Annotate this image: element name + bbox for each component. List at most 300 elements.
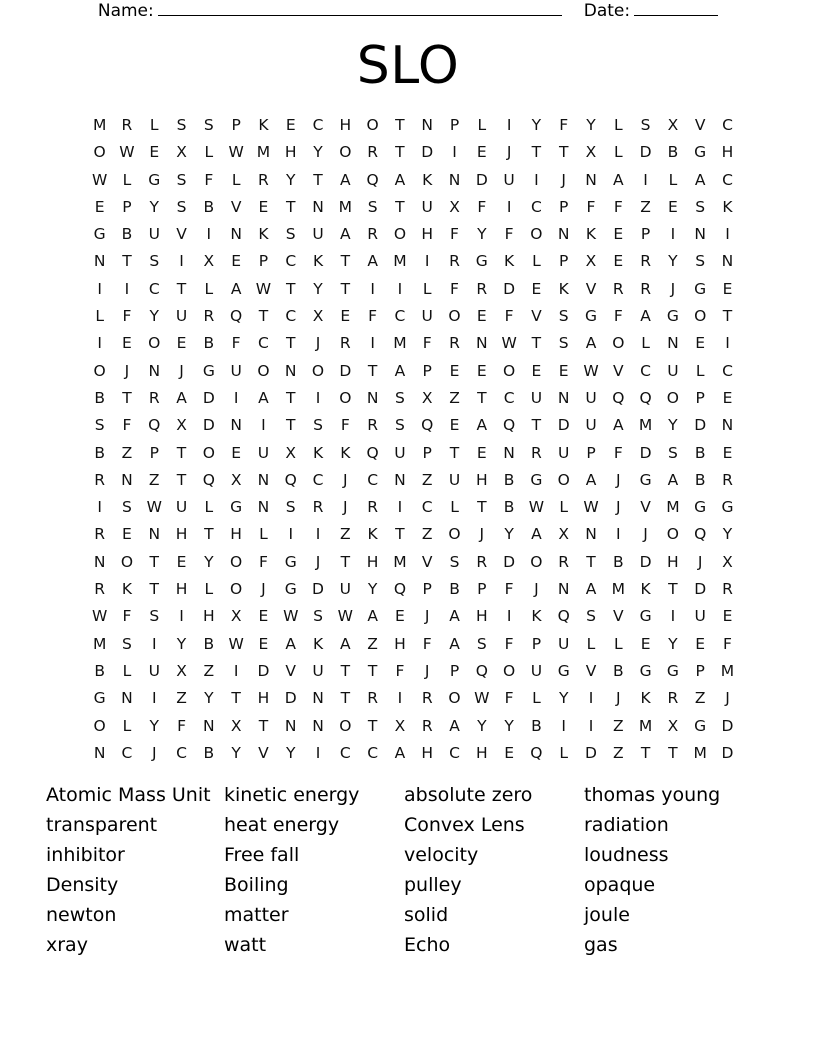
grid-cell[interactable]: O: [230, 580, 243, 599]
grid-cell[interactable]: A: [230, 279, 242, 298]
grid-cell[interactable]: E: [558, 361, 569, 380]
grid-cell[interactable]: E: [449, 361, 460, 380]
grid-cell[interactable]: D: [694, 580, 707, 599]
grid-cell[interactable]: D: [339, 361, 352, 380]
word-list-item[interactable]: Boiling: [224, 874, 289, 896]
grid-cell[interactable]: X: [722, 552, 733, 571]
grid-cell[interactable]: R: [722, 580, 733, 599]
grid-cell[interactable]: E: [640, 634, 651, 653]
grid-cell[interactable]: R: [476, 552, 488, 571]
grid-cell[interactable]: T: [395, 197, 405, 216]
grid-cell[interactable]: N: [203, 716, 215, 735]
grid-cell[interactable]: L: [231, 170, 241, 189]
grid-cell[interactable]: I: [124, 279, 130, 298]
grid-cell[interactable]: N: [93, 743, 106, 762]
grid-cell[interactable]: S: [285, 225, 296, 244]
grid-cell[interactable]: L: [532, 252, 541, 271]
word-list-item[interactable]: xray: [46, 934, 88, 956]
grid-cell[interactable]: E: [613, 225, 624, 244]
word-list-item[interactable]: inhibitor: [46, 844, 125, 866]
grid-cell[interactable]: U: [394, 443, 406, 462]
grid-cell[interactable]: G: [721, 498, 734, 517]
grid-cell[interactable]: Y: [149, 716, 159, 735]
grid-cell[interactable]: F: [504, 689, 514, 708]
grid-cell[interactable]: A: [285, 634, 297, 653]
grid-cell[interactable]: E: [695, 334, 706, 353]
grid-cell[interactable]: Q: [530, 743, 543, 762]
grid-cell[interactable]: Y: [504, 525, 514, 544]
grid-cell[interactable]: X: [394, 716, 406, 735]
grid-cell[interactable]: L: [586, 634, 596, 653]
grid-cell[interactable]: Y: [204, 689, 214, 708]
word-list-item[interactable]: joule: [584, 904, 630, 926]
grid-cell[interactable]: E: [667, 197, 678, 216]
grid-cell[interactable]: I: [397, 689, 403, 708]
grid-cell[interactable]: O: [503, 361, 516, 380]
grid-cell[interactable]: I: [151, 689, 157, 708]
grid-cell[interactable]: A: [449, 716, 460, 735]
grid-cell[interactable]: Y: [722, 525, 733, 544]
grid-cell[interactable]: E: [258, 197, 269, 216]
grid-cell[interactable]: P: [477, 580, 487, 599]
grid-cell[interactable]: D: [557, 416, 570, 435]
word-list-item[interactable]: absolute zero: [404, 784, 533, 806]
grid-cell[interactable]: K: [258, 116, 269, 134]
grid-cell[interactable]: F: [177, 716, 186, 735]
grid-cell[interactable]: K: [558, 279, 569, 298]
grid-cell[interactable]: R: [449, 252, 460, 271]
grid-cell[interactable]: B: [94, 661, 105, 680]
grid-cell[interactable]: F: [422, 334, 432, 353]
grid-cell[interactable]: J: [179, 361, 184, 380]
grid-cell[interactable]: A: [531, 525, 542, 544]
grid-cell[interactable]: F: [340, 416, 350, 435]
grid-cell[interactable]: U: [175, 498, 188, 517]
grid-cell[interactable]: A: [476, 416, 488, 435]
grid-cell[interactable]: J: [315, 552, 321, 571]
grid-cell[interactable]: L: [204, 498, 214, 517]
grid-cell[interactable]: U: [421, 197, 433, 216]
grid-cell[interactable]: Z: [640, 197, 651, 216]
grid-cell[interactable]: O: [339, 143, 352, 162]
grid-cell[interactable]: J: [424, 661, 430, 680]
grid-cell[interactable]: R: [612, 279, 624, 298]
grid-cell[interactable]: Z: [148, 470, 160, 489]
grid-cell[interactable]: I: [670, 607, 676, 626]
grid-cell[interactable]: K: [340, 443, 351, 462]
grid-cell[interactable]: L: [95, 307, 104, 326]
grid-cell[interactable]: O: [530, 225, 543, 244]
grid-cell[interactable]: K: [312, 634, 324, 653]
grid-cell[interactable]: W: [583, 361, 599, 380]
grid-cell[interactable]: C: [722, 116, 733, 134]
grid-cell[interactable]: S: [367, 197, 378, 216]
grid-cell[interactable]: K: [422, 170, 433, 189]
grid-cell[interactable]: N: [721, 252, 734, 271]
grid-cell[interactable]: M: [666, 498, 680, 517]
word-list-item[interactable]: solid: [404, 904, 449, 926]
grid-cell[interactable]: X: [585, 252, 597, 271]
grid-cell[interactable]: T: [204, 525, 214, 544]
grid-cell[interactable]: D: [475, 170, 488, 189]
grid-cell[interactable]: Y: [285, 170, 296, 189]
grid-cell[interactable]: D: [202, 416, 215, 435]
grid-cell[interactable]: R: [367, 225, 378, 244]
grid-cell[interactable]: O: [93, 716, 106, 735]
grid-cell[interactable]: X: [176, 416, 187, 435]
grid-cell[interactable]: U: [558, 443, 570, 462]
grid-cell[interactable]: S: [394, 388, 405, 407]
grid-cell[interactable]: X: [176, 143, 187, 162]
grid-cell[interactable]: K: [640, 580, 651, 599]
grid-cell[interactable]: I: [315, 388, 321, 407]
grid-cell[interactable]: U: [530, 661, 543, 680]
word-list-item[interactable]: opaque: [584, 874, 656, 896]
grid-cell[interactable]: O: [666, 525, 679, 544]
grid-cell[interactable]: F: [204, 170, 214, 189]
grid-cell[interactable]: M: [693, 743, 707, 762]
grid-cell[interactable]: A: [367, 252, 378, 271]
date-input-line[interactable]: [634, 1, 718, 16]
grid-cell[interactable]: Z: [421, 470, 433, 489]
grid-cell[interactable]: K: [312, 252, 324, 271]
grid-cell[interactable]: Y: [668, 634, 678, 653]
grid-cell[interactable]: R: [94, 470, 106, 489]
grid-cell[interactable]: S: [313, 607, 323, 626]
grid-cell[interactable]: F: [613, 443, 623, 462]
grid-cell[interactable]: I: [97, 334, 102, 353]
grid-cell[interactable]: J: [616, 689, 621, 708]
grid-cell[interactable]: I: [233, 661, 239, 680]
grid-cell[interactable]: G: [230, 498, 243, 517]
grid-cell[interactable]: M: [393, 552, 407, 571]
grid-cell[interactable]: C: [121, 743, 133, 762]
grid-cell[interactable]: S: [122, 634, 132, 653]
grid-cell[interactable]: Q: [284, 470, 297, 489]
grid-cell[interactable]: G: [584, 307, 597, 326]
grid-cell[interactable]: G: [284, 580, 297, 599]
grid-cell[interactable]: T: [340, 661, 351, 680]
grid-cell[interactable]: Y: [504, 716, 514, 735]
grid-cell[interactable]: K: [722, 197, 733, 216]
grid-cell[interactable]: C: [421, 498, 433, 517]
grid-cell[interactable]: G: [694, 498, 707, 517]
grid-cell[interactable]: Y: [477, 716, 487, 735]
grid-cell[interactable]: E: [258, 607, 269, 626]
grid-cell[interactable]: R: [449, 334, 460, 353]
word-list-item[interactable]: thomas young: [584, 784, 721, 806]
grid-cell[interactable]: N: [230, 225, 242, 244]
grid-cell[interactable]: B: [694, 470, 706, 489]
grid-cell[interactable]: I: [588, 689, 594, 708]
grid-cell[interactable]: F: [122, 607, 132, 626]
grid-cell[interactable]: I: [206, 225, 212, 244]
grid-cell[interactable]: N: [312, 197, 324, 216]
grid-cell[interactable]: I: [97, 279, 102, 298]
grid-cell[interactable]: H: [339, 116, 352, 134]
grid-cell[interactable]: L: [641, 334, 650, 353]
grid-cell[interactable]: M: [338, 197, 352, 216]
grid-cell[interactable]: J: [670, 279, 676, 298]
grid-cell[interactable]: U: [148, 661, 160, 680]
grid-cell[interactable]: O: [311, 361, 325, 380]
grid-cell[interactable]: Y: [149, 197, 159, 216]
grid-cell[interactable]: B: [94, 443, 105, 462]
grid-cell[interactable]: U: [312, 661, 324, 680]
grid-cell[interactable]: L: [695, 361, 705, 380]
grid-cell[interactable]: U: [503, 170, 515, 189]
grid-cell[interactable]: R: [94, 580, 106, 599]
grid-cell[interactable]: H: [421, 743, 434, 762]
grid-cell[interactable]: E: [531, 279, 542, 298]
grid-cell[interactable]: S: [94, 416, 105, 435]
grid-cell[interactable]: C: [285, 307, 297, 326]
grid-cell[interactable]: I: [370, 279, 375, 298]
grid-cell[interactable]: H: [284, 143, 297, 162]
grid-cell[interactable]: W: [119, 143, 135, 162]
grid-cell[interactable]: F: [613, 197, 623, 216]
grid-cell[interactable]: L: [613, 143, 623, 162]
grid-cell[interactable]: N: [667, 334, 679, 353]
grid-cell[interactable]: Z: [121, 443, 133, 462]
grid-cell[interactable]: R: [367, 498, 378, 517]
grid-cell[interactable]: O: [120, 552, 134, 571]
grid-cell[interactable]: N: [148, 525, 161, 544]
grid-cell[interactable]: I: [643, 170, 648, 189]
grid-cell[interactable]: V: [285, 661, 297, 680]
grid-cell[interactable]: S: [122, 498, 132, 517]
grid-cell[interactable]: V: [640, 498, 651, 517]
grid-cell[interactable]: A: [667, 470, 679, 489]
grid-cell[interactable]: J: [343, 470, 348, 489]
grid-cell[interactable]: E: [176, 334, 187, 353]
grid-cell[interactable]: G: [148, 170, 161, 189]
grid-cell[interactable]: Y: [231, 743, 241, 762]
grid-cell[interactable]: C: [367, 743, 379, 762]
grid-cell[interactable]: D: [503, 552, 516, 571]
grid-cell[interactable]: E: [476, 307, 487, 326]
grid-cell[interactable]: T: [668, 580, 678, 599]
grid-cell[interactable]: R: [312, 498, 324, 517]
grid-cell[interactable]: N: [257, 470, 270, 489]
grid-cell[interactable]: Y: [285, 743, 296, 762]
grid-cell[interactable]: S: [476, 634, 487, 653]
grid-cell[interactable]: T: [722, 307, 733, 326]
word-list-item[interactable]: heat energy: [224, 814, 340, 836]
grid-cell[interactable]: N: [721, 416, 734, 435]
grid-cell[interactable]: Y: [558, 689, 569, 708]
grid-cell[interactable]: G: [694, 716, 707, 735]
grid-cell[interactable]: T: [558, 143, 569, 162]
grid-cell[interactable]: D: [639, 443, 652, 462]
grid-cell[interactable]: T: [258, 307, 269, 326]
grid-cell[interactable]: C: [367, 470, 379, 489]
grid-cell[interactable]: K: [585, 225, 597, 244]
grid-cell[interactable]: A: [640, 307, 651, 326]
grid-cell[interactable]: V: [531, 307, 542, 326]
grid-cell[interactable]: Z: [612, 716, 624, 735]
grid-cell[interactable]: V: [258, 743, 269, 762]
grid-cell[interactable]: R: [667, 689, 679, 708]
grid-cell[interactable]: O: [93, 361, 106, 380]
grid-cell[interactable]: L: [122, 661, 132, 680]
grid-cell[interactable]: I: [616, 525, 621, 544]
grid-cell[interactable]: B: [612, 552, 624, 571]
grid-cell[interactable]: C: [176, 743, 187, 762]
grid-cell[interactable]: P: [640, 225, 651, 244]
grid-cell[interactable]: N: [585, 525, 597, 544]
grid-cell[interactable]: P: [531, 634, 542, 653]
grid-cell[interactable]: P: [422, 361, 432, 380]
grid-cell[interactable]: N: [394, 470, 406, 489]
grid-cell[interactable]: U: [148, 225, 160, 244]
grid-cell[interactable]: X: [421, 388, 433, 407]
grid-cell[interactable]: H: [366, 552, 379, 571]
grid-cell[interactable]: J: [725, 689, 730, 708]
grid-cell[interactable]: W: [228, 634, 244, 653]
grid-cell[interactable]: O: [393, 225, 407, 244]
grid-cell[interactable]: H: [175, 525, 188, 544]
grid-cell[interactable]: H: [203, 607, 215, 626]
grid-cell[interactable]: P: [422, 580, 432, 599]
grid-cell[interactable]: T: [340, 252, 351, 271]
grid-cell[interactable]: S: [558, 307, 569, 326]
grid-cell[interactable]: T: [149, 580, 159, 599]
grid-cell[interactable]: D: [694, 416, 707, 435]
grid-cell[interactable]: R: [367, 143, 378, 162]
grid-cell[interactable]: T: [477, 498, 487, 517]
grid-cell[interactable]: Y: [477, 225, 487, 244]
grid-cell[interactable]: O: [202, 443, 215, 462]
grid-cell[interactable]: M: [92, 634, 107, 653]
grid-cell[interactable]: X: [230, 607, 242, 626]
grid-cell[interactable]: C: [394, 307, 406, 326]
grid-cell[interactable]: B: [667, 143, 679, 162]
grid-cell[interactable]: M: [638, 416, 653, 435]
grid-cell[interactable]: L: [477, 116, 487, 134]
grid-cell[interactable]: L: [422, 279, 432, 298]
grid-cell[interactable]: T: [395, 116, 405, 134]
grid-cell[interactable]: S: [285, 498, 296, 517]
grid-cell[interactable]: X: [203, 252, 215, 271]
grid-cell[interactable]: T: [340, 552, 351, 571]
grid-cell[interactable]: W: [255, 279, 272, 298]
grid-cell[interactable]: O: [694, 307, 707, 326]
grid-cell[interactable]: R: [531, 443, 542, 462]
grid-cell[interactable]: M: [611, 580, 625, 599]
grid-cell[interactable]: L: [259, 525, 268, 544]
word-list-item[interactable]: watt: [224, 934, 267, 956]
grid-cell[interactable]: N: [93, 552, 106, 571]
grid-cell[interactable]: O: [557, 470, 570, 489]
grid-cell[interactable]: V: [230, 197, 242, 216]
grid-cell[interactable]: A: [394, 361, 406, 380]
grid-cell[interactable]: S: [695, 197, 706, 216]
grid-cell[interactable]: U: [667, 361, 679, 380]
grid-cell[interactable]: N: [284, 361, 297, 380]
grid-cell[interactable]: A: [694, 170, 706, 189]
grid-cell[interactable]: R: [121, 116, 133, 134]
grid-cell[interactable]: N: [121, 689, 133, 708]
grid-cell[interactable]: E: [231, 252, 242, 271]
grid-cell[interactable]: D: [503, 279, 516, 298]
grid-cell[interactable]: F: [122, 307, 132, 326]
grid-cell[interactable]: M: [393, 334, 407, 353]
grid-cell[interactable]: A: [449, 634, 460, 653]
grid-cell[interactable]: N: [366, 388, 379, 407]
grid-cell[interactable]: H: [721, 143, 734, 162]
grid-cell[interactable]: I: [179, 252, 184, 271]
grid-cell[interactable]: G: [93, 689, 106, 708]
grid-cell[interactable]: G: [666, 661, 679, 680]
grid-cell[interactable]: Q: [557, 607, 570, 626]
grid-cell[interactable]: G: [694, 143, 707, 162]
grid-cell[interactable]: S: [176, 116, 187, 134]
grid-cell[interactable]: N: [557, 388, 570, 407]
word-list-item[interactable]: radiation: [584, 814, 669, 836]
grid-cell[interactable]: T: [122, 388, 132, 407]
grid-cell[interactable]: J: [151, 743, 157, 762]
grid-cell[interactable]: A: [340, 225, 351, 244]
grid-cell[interactable]: S: [149, 252, 160, 271]
grid-cell[interactable]: L: [532, 689, 541, 708]
word-list-item[interactable]: gas: [584, 934, 618, 956]
grid-cell[interactable]: I: [588, 716, 594, 735]
grid-cell[interactable]: P: [695, 661, 705, 680]
grid-cell[interactable]: R: [148, 388, 160, 407]
grid-cell[interactable]: S: [313, 416, 323, 435]
grid-cell[interactable]: V: [612, 361, 624, 380]
grid-cell[interactable]: D: [639, 143, 652, 162]
grid-cell[interactable]: F: [504, 634, 514, 653]
grid-cell[interactable]: B: [612, 661, 624, 680]
grid-cell[interactable]: U: [339, 580, 351, 599]
grid-cell[interactable]: N: [421, 116, 434, 134]
grid-cell[interactable]: X: [285, 443, 297, 462]
grid-cell[interactable]: Z: [203, 661, 215, 680]
grid-cell[interactable]: T: [285, 197, 296, 216]
word-list-item[interactable]: newton: [46, 904, 117, 926]
grid-cell[interactable]: T: [531, 334, 542, 353]
grid-cell[interactable]: P: [149, 443, 159, 462]
grid-cell[interactable]: O: [448, 525, 461, 544]
grid-cell[interactable]: O: [448, 307, 461, 326]
grid-cell[interactable]: P: [449, 116, 460, 134]
word-list-item[interactable]: Echo: [404, 934, 451, 956]
grid-cell[interactable]: N: [476, 334, 488, 353]
grid-cell[interactable]: I: [315, 525, 321, 544]
grid-cell[interactable]: P: [695, 388, 705, 407]
word-list-item[interactable]: velocity: [404, 844, 479, 866]
grid-cell[interactable]: V: [585, 661, 597, 680]
grid-cell[interactable]: H: [475, 743, 488, 762]
grid-cell[interactable]: D: [284, 689, 297, 708]
grid-cell[interactable]: W: [528, 498, 545, 517]
grid-cell[interactable]: G: [93, 225, 106, 244]
grid-cell[interactable]: Q: [393, 580, 407, 599]
grid-cell[interactable]: L: [122, 716, 132, 735]
grid-cell[interactable]: B: [503, 470, 515, 489]
grid-cell[interactable]: S: [394, 416, 405, 435]
word-list-item[interactable]: Free fall: [224, 844, 300, 866]
grid-cell[interactable]: H: [175, 580, 188, 599]
grid-cell[interactable]: E: [94, 197, 105, 216]
grid-cell[interactable]: F: [450, 225, 459, 244]
grid-cell[interactable]: O: [530, 552, 543, 571]
grid-cell[interactable]: O: [230, 552, 243, 571]
grid-cell[interactable]: E: [504, 743, 514, 762]
grid-cell[interactable]: U: [585, 416, 597, 435]
